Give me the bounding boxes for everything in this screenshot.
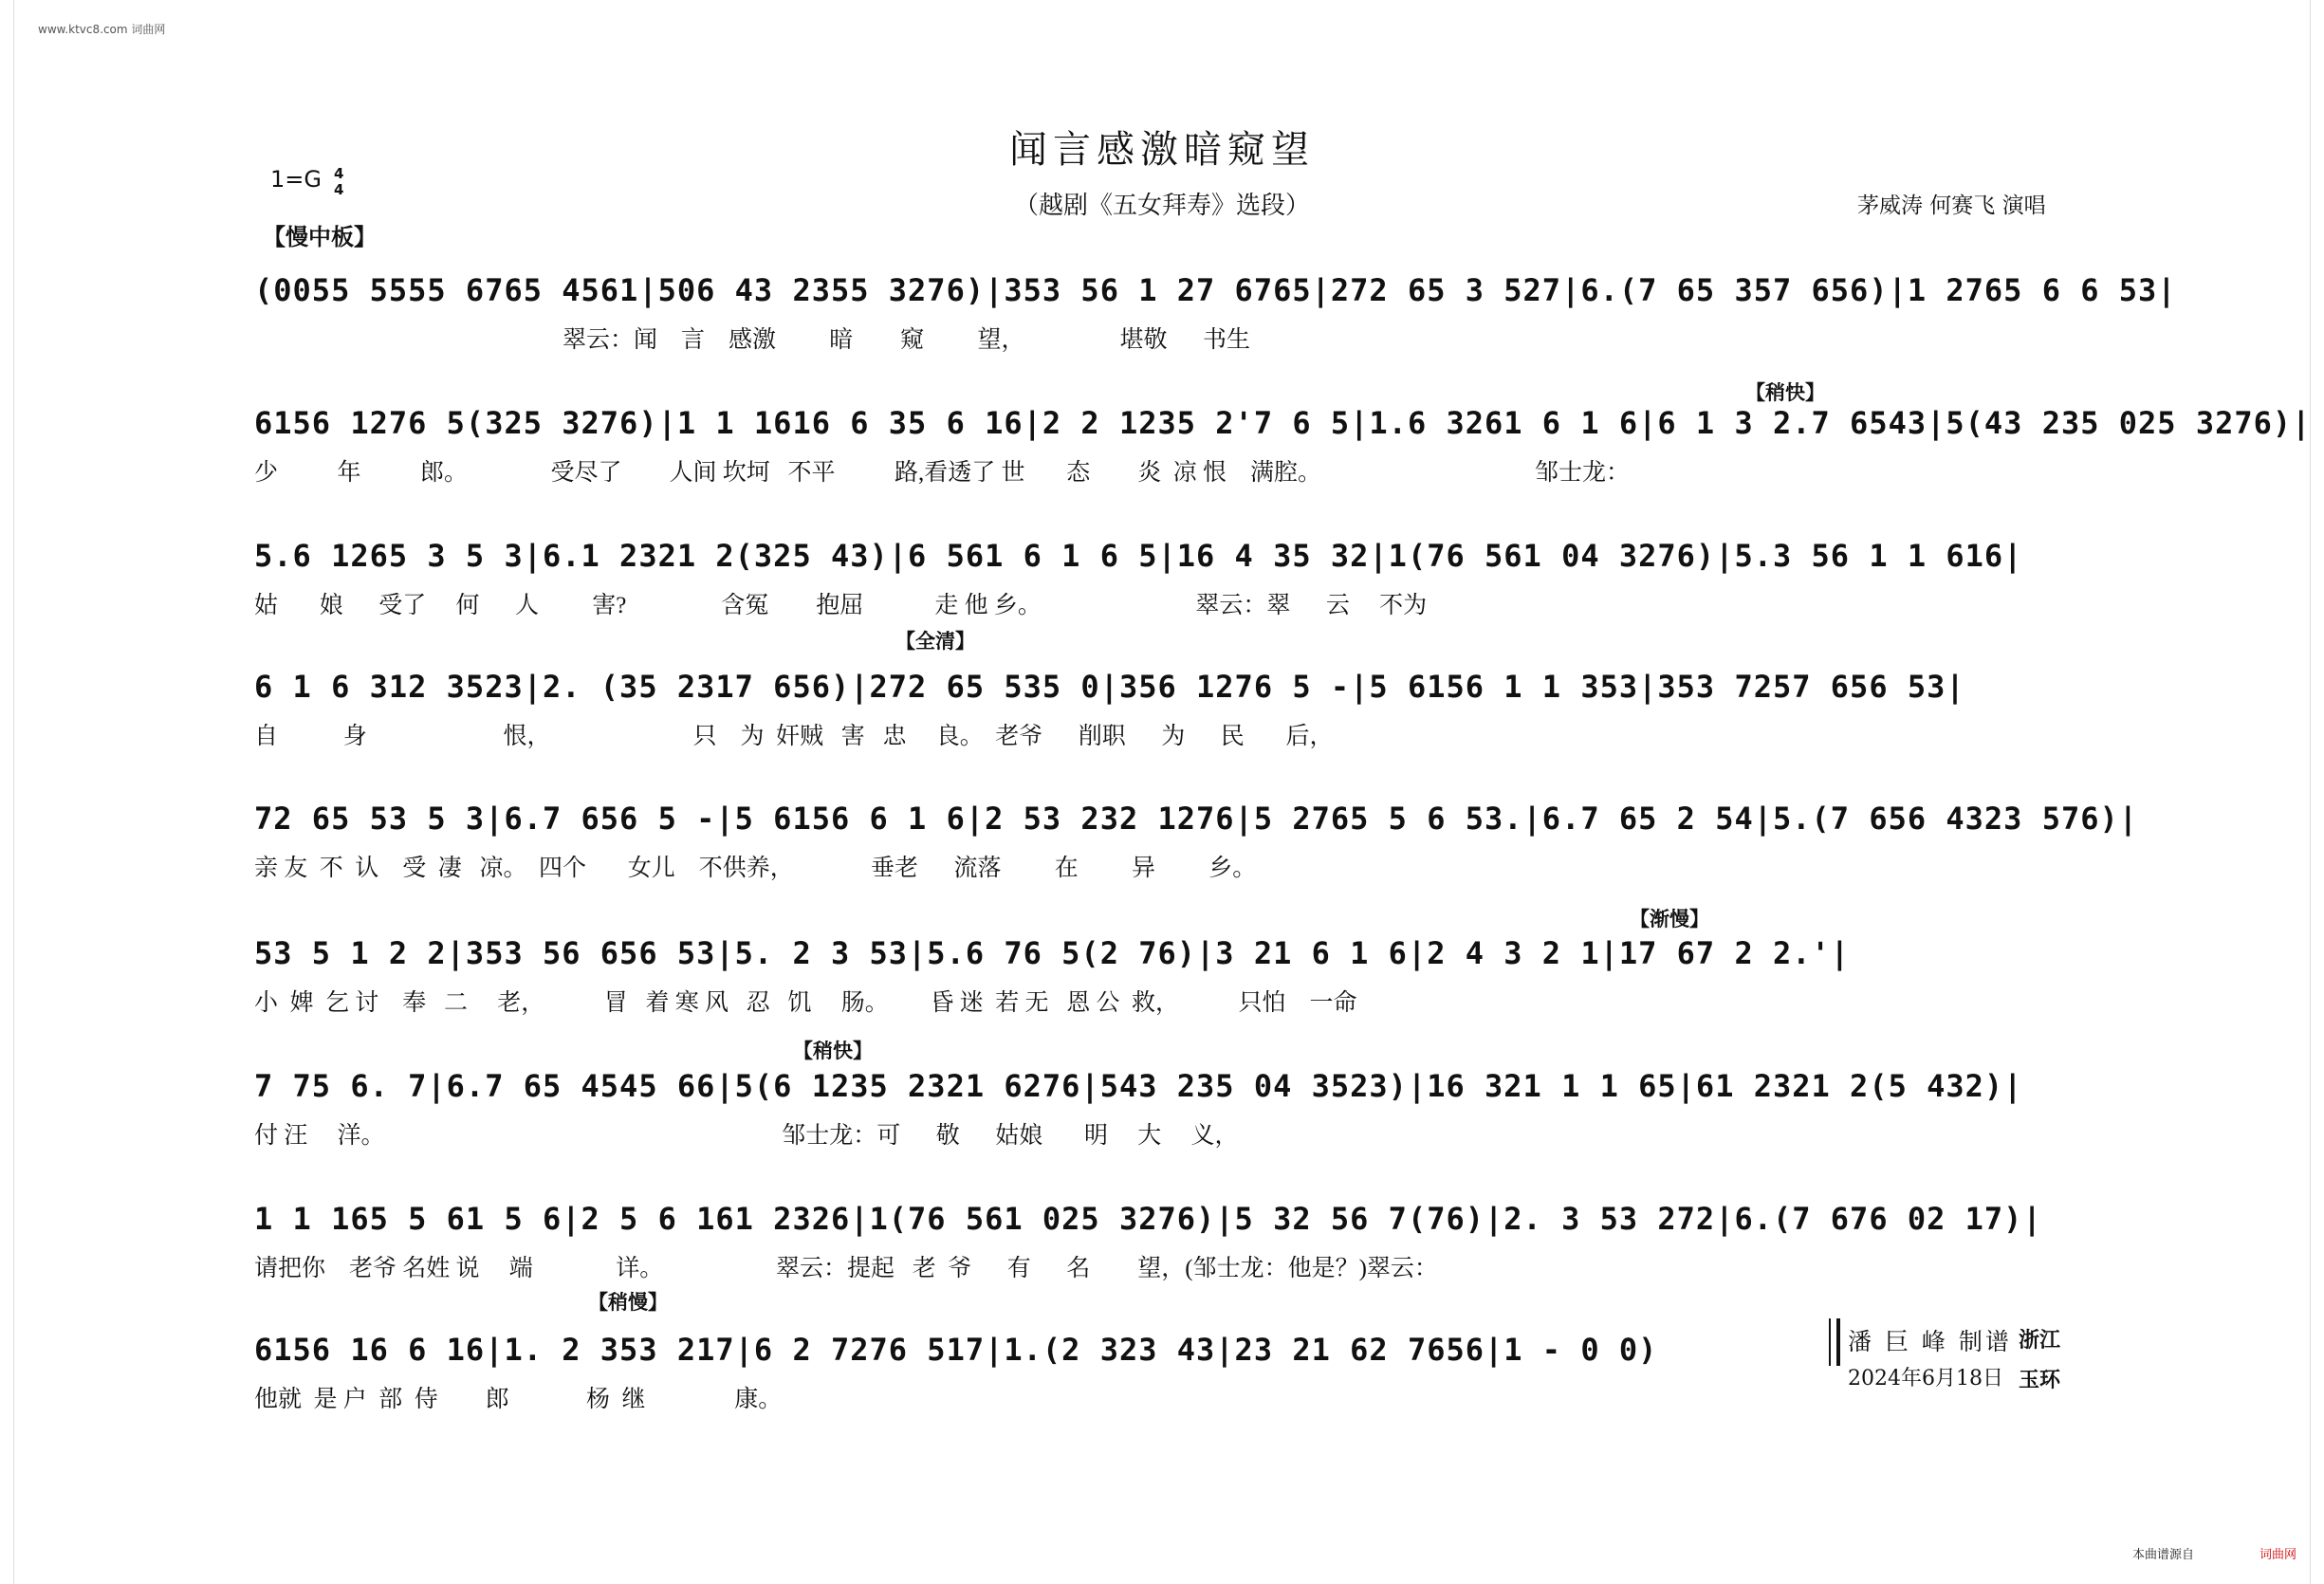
final-barline (1829, 1318, 1840, 1366)
tempo-mark-slower: 【稍慢】 (588, 1291, 668, 1314)
lyrics-line: 翠云：闻 言 感激 暗 窥 望， 堪敬 书生 (254, 327, 1251, 353)
performers: 茅威涛 何赛飞 演唱 (1857, 193, 2046, 218)
page-subtitle: （越剧《五女拜寿》选段） (1013, 192, 1310, 220)
notation-line: (0055 5555 6765 4561|506 43 2355 3276)|353 56 1 27 6765|272 65 3 527|6.(7 65 357 656)|1 2765 6 6 53| (254, 272, 2177, 308)
right-margin-strip (2310, 0, 2324, 1584)
key-signature: 1=G (270, 166, 322, 193)
time-signature (334, 166, 343, 198)
tempo-mark-slowing: 【渐慢】 (1630, 908, 1709, 930)
site-watermark-top: www.ktvc8.com 词曲网 (38, 23, 166, 36)
time-signature-bottom: 4 (334, 181, 344, 198)
lyrics-line: 小 婢 乞 讨 奉 二 老， 冒 着 寒 风 忍 饥 肠。 昏 迷 若 无 恩 公 救， 只怕 一命 (254, 990, 1357, 1016)
tempo-mark-faster: 【稍快】 (1745, 381, 1825, 404)
arranger-credit: 潘 巨 峰 制谱 (1848, 1328, 2012, 1355)
place-city: 玉环 (2019, 1368, 2061, 1392)
source-label: 本曲谱源自 (2132, 1548, 2195, 1562)
tempo-marking: 【慢中板】 (263, 224, 377, 250)
notation-line: 5.6 1265 3 5 3|6.1 2321 2(325 43)|6 561 6 1 6 5|16 4 35 32|1(76 561 04 3276)|5.3 56 1 1 616| (254, 538, 2023, 574)
tempo-mark-faster-2: 【稍快】 (793, 1040, 873, 1062)
lyrics-line: 亲 友 不 认 受 凄 凉。 四个 女儿 不供养， 垂老 流落 在 异 乡。 (254, 856, 1257, 881)
arrangement-date: 2024年6月18日 (1848, 1367, 2003, 1391)
notation-line: 1 1 165 5 61 5 6|2 5 6 161 2326|1(76 561 025 3276)|5 32 56 7(76)|2. 3 53 272|6.(7 676 02 17)| (254, 1201, 2042, 1237)
notation-line: 53 5 1 2 2|353 56 656 53|5. 2 3 53|5.6 76 5(2 76)|3 21 6 1 6|2 4 3 2 1|17 67 2 2.'| (254, 935, 1851, 971)
source-brand-logo[interactable]: 词曲网 (2259, 1548, 2297, 1562)
tempo-mark-quanqing: 【全清】 (895, 630, 975, 653)
lyrics-line: 请把你 老爷 名姓 说 端 详。 翠云：提起 老 爷 有 名 望，(邹士龙：他是？)翠云： (254, 1256, 1438, 1281)
notation-line: 6156 1276 5(325 3276)|1 1 1616 6 35 6 16|2 2 1235 2'7 6 5|1.6 3261 6 1 6|6 1 3 2.7 6543|5(43 235 025 3276)| (254, 405, 2312, 441)
lyrics-line: 少 年 郎。 受尽了 人间 坎坷 不平 路,看透了 世 态 炎 凉 恨 满腔。 邹士龙： (254, 460, 1631, 486)
time-signature-top: 4 (334, 165, 344, 182)
place-province: 浙江 (2019, 1328, 2061, 1353)
lyrics-line: 自 身 恨， 只 为 奸贼 害 忠 良。 老爷 削职 为 民 后， (254, 724, 1334, 749)
lyrics-line: 他就 是 户 部 侍 郎 杨 继 康。 (254, 1387, 783, 1412)
notation-line: 6156 16 6 16|1. 2 353 217|6 2 7276 517|1.(2 323 43|23 21 62 7656|1 - 0 0) (254, 1332, 1658, 1368)
page-title: 闻言感激暗窥望 (1009, 128, 1315, 172)
left-margin-strip (0, 0, 14, 1584)
notation-line: 72 65 53 5 3|6.7 656 5 -|5 6156 6 1 6|2 53 232 1276|5 2765 5 6 53.|6.7 65 2 54|5.(7 656 4323 576)| (254, 801, 2139, 837)
notation-line: 6 1 6 312 3523|2. (35 2317 656)|272 65 535 0|356 1276 5 -|5 6156 1 1 353|353 7257 656 53| (254, 669, 1965, 705)
notation-line: 7 75 6. 7|6.7 65 4545 66|5(6 1235 2321 6276|543 235 04 3523)|16 321 1 1 65|61 2321 2(5 432)| (254, 1068, 2023, 1104)
lyrics-line: 付 汪 洋。 邹士龙：可 敬 姑娘 明 大 义， (254, 1123, 1239, 1149)
lyrics-line: 姑 娘 受了 何 人 害? 含冤 抱屈 走 他 乡。 翠云：翠 云 不为 (254, 593, 1428, 618)
